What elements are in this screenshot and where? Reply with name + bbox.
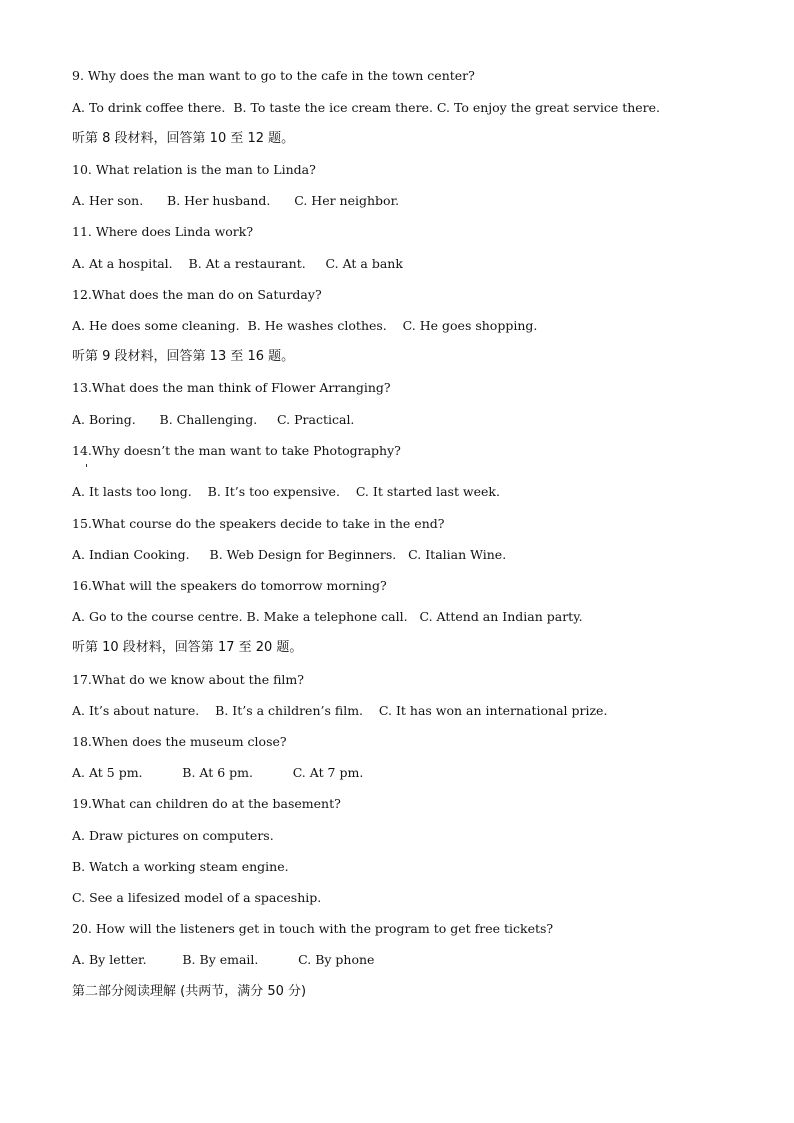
- question-12: 12.What does the man do on Saturday?: [72, 287, 322, 302]
- question-13: 13.What does the man think of Flower Arranging?: [72, 380, 391, 395]
- question-10: 10. What relation is the man to Linda?: [72, 162, 316, 177]
- question-14-options: A. It lasts too long. B. It’s too expensive. C. It started last week.: [72, 484, 500, 499]
- question-11-options: A. At a hospital. B. At a restaurant. C. At a bank: [72, 256, 403, 271]
- question-9: 9. Why does the man want to go to the cafe in the town center?: [72, 68, 475, 83]
- question-11: 11. Where does Linda work?: [72, 224, 254, 239]
- stray-mark: [86, 464, 87, 467]
- question-15: 15.What course do the speakers decide to take in the end?: [72, 516, 445, 531]
- question-14: 14.Why doesn’t the man want to take Photography?: [72, 443, 401, 458]
- question-10-options: A. Her son. B. Her husband. C. Her neighbor.: [72, 193, 400, 208]
- section-8-heading: 听第 8 段材料，回答第 10 至 12 题。: [72, 131, 295, 146]
- question-19-option-a: A. Draw pictures on computers.: [72, 828, 274, 843]
- question-20: 20. How will the listeners get in touch with the program to get free tickets?: [72, 921, 554, 936]
- section-10-heading: 听第 10 段材料，回答第 17 至 20 题。: [72, 640, 303, 655]
- question-18: 18.When does the museum close?: [72, 734, 287, 749]
- question-9-options: A. To drink coffee there. B. To taste the ice cream there. C. To enjoy the great service there.: [72, 100, 661, 115]
- question-16-options: A. Go to the course centre. B. Make a telephone call. C. Attend an Indian party.: [72, 609, 583, 624]
- question-19-option-c: C. See a lifesized model of a spaceship.: [72, 890, 322, 905]
- question-19: 19.What can children do at the basement?: [72, 796, 341, 811]
- question-15-options: A. Indian Cooking. B. Web Design for Beginners. C. Italian Wine.: [72, 547, 507, 562]
- question-16: 16.What will the speakers do tomorrow morning?: [72, 578, 387, 593]
- question-17-options: A. It’s about nature. B. It’s a children’s film. C. It has won an international prize.: [72, 703, 608, 718]
- section-9-heading: 听第 9 段材料，回答第 13 至 16 题。: [72, 349, 295, 364]
- question-19-option-b: B. Watch a working steam engine.: [72, 859, 289, 874]
- question-17: 17.What do we know about the film?: [72, 672, 304, 687]
- question-18-options: A. At 5 pm. B. At 6 pm. C. At 7 pm.: [72, 765, 364, 780]
- question-13-options: A. Boring. B. Challenging. C. Practical.: [72, 412, 355, 427]
- part-2-heading: 第二部分阅读理解 (共两节，满分 50 分): [72, 984, 307, 999]
- question-20-options: A. By letter. B. By email. C. By phone: [72, 952, 375, 967]
- question-12-options: A. He does some cleaning. B. He washes clothes. C. He goes shopping.: [72, 318, 538, 333]
